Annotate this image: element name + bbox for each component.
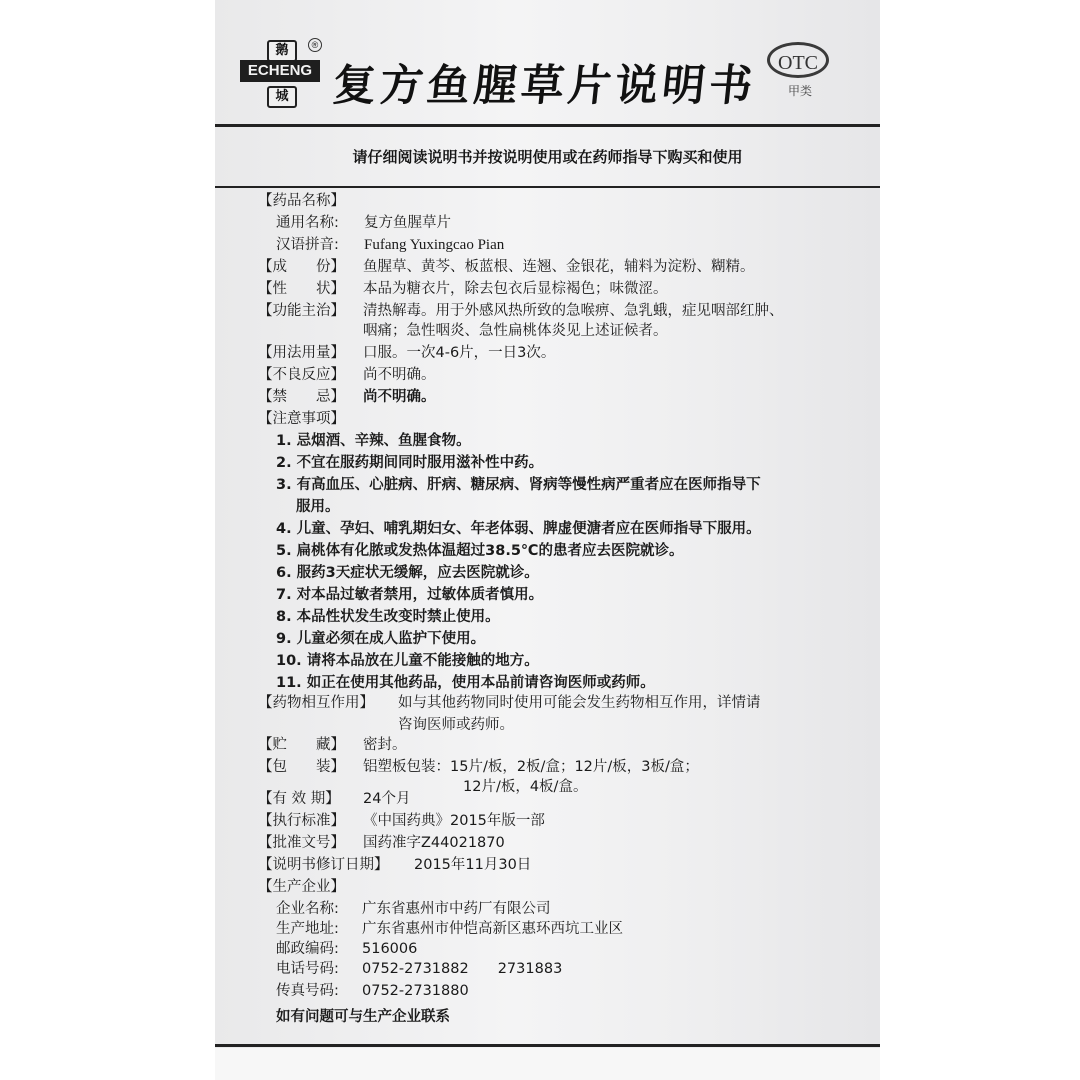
precaution-item: 10. 请将本品放在儿童不能接触的地方。 (276, 653, 539, 669)
contact-note: 如有问题可与生产企业联系 (276, 1009, 450, 1025)
revision-date-value: 2015年11月30日 (414, 857, 532, 873)
contraindications-label: 【禁 忌】 (258, 389, 345, 405)
notice-divider (215, 186, 880, 188)
manufacturer-row (276, 938, 417, 960)
validity-label: 【有 效 期】 (258, 791, 340, 807)
appearance-value: 本品为糖衣片，除去包衣后显棕褐色；味微涩。 (363, 281, 668, 297)
precaution-item: 9. 儿童必须在成人监护下使用。 (276, 631, 486, 647)
precaution-item: 1. 忌烟酒、辛辣、鱼腥食物。 (276, 433, 471, 449)
registered-mark: ® (308, 38, 322, 52)
interactions-line-1: 如与其他药物同时使用可能会发生药物相互作用，详情请 (398, 695, 761, 711)
ingredients-value: 鱼腥草、黄芩、板蓝根、连翘、金银花，辅料为淀粉、糊精。 (363, 259, 755, 275)
address-value: 广东省惠州市仲恺高新区惠环西坑工业区 (362, 921, 623, 937)
precaution-item: 6. 服药3天症状无缓解，应去医院就诊。 (276, 565, 539, 581)
contraindications-value: 尚不明确。 (363, 389, 436, 405)
pinyin-value: Fufang Yuxingcao Pian (364, 237, 505, 253)
otc-badge: OTC (767, 42, 829, 78)
logo-top-character: 鹅 (267, 40, 297, 62)
precaution-item: 2. 不宜在服药期间同时服用滋补性中药。 (276, 455, 544, 471)
storage-value: 密封。 (363, 737, 407, 753)
precaution-item: 4. 儿童、孕妇、哺乳期妇女、年老体弱、脾虚便溏者应在医师指导下服用。 (276, 521, 761, 537)
dosage-value: 口服。一次4-6片，一日3次。 (363, 345, 556, 361)
logo-bottom-character: 城 (267, 86, 297, 108)
manufacturer-row (276, 980, 469, 1002)
standard-label: 【执行标准】 (258, 813, 345, 829)
approval-number-label: 【批准文号】 (258, 835, 345, 851)
phone-value: 0752-2731882 2731883 (362, 961, 563, 977)
logo-brand-text: ECHENG (240, 60, 320, 82)
phone-label: 电话号码: (276, 961, 339, 977)
indications-line-2: 咽痛；急性咽炎、急性扁桃体炎见上述证候者。 (363, 323, 668, 339)
adverse-reactions-value: 尚不明确。 (363, 367, 436, 383)
revision-date-label: 【说明书修订日期】 (258, 857, 389, 873)
adverse-reactions-label: 【不良反应】 (258, 367, 345, 383)
appearance-label: 【性 状】 (258, 281, 345, 297)
manufacturer-row (276, 918, 623, 940)
ingredients-label: 【成 份】 (258, 259, 345, 275)
interactions-line-2: 咨询医师或药师。 (398, 717, 514, 733)
generic-name-value: 复方鱼腥草片 (364, 215, 451, 231)
fax-value: 0752-2731880 (362, 983, 469, 999)
pinyin-label: 汉语拼音: (276, 237, 339, 253)
precaution-item: 3. 有高血压、心脏病、肝病、糖尿病、肾病等慢性病严重者应在医师指导下 (276, 477, 761, 493)
interactions-label: 【药物相互作用】 (258, 695, 374, 711)
storage-label: 【贮 藏】 (258, 737, 345, 753)
fax-label: 传真号码: (276, 983, 339, 999)
manufacturer-label: 【生产企业】 (258, 879, 345, 895)
generic-name-label: 通用名称: (276, 215, 339, 231)
precaution-item-continued: 服用。 (296, 499, 340, 515)
standard-value: 《中国药典》2015年版一部 (363, 813, 545, 829)
header-divider (215, 124, 880, 127)
drug-name-label: 【药品名称】 (258, 193, 345, 209)
company-name-value: 广东省惠州市中药厂有限公司 (362, 901, 551, 917)
manufacturer-row (276, 898, 551, 920)
precaution-item: 8. 本品性状发生改变时禁止使用。 (276, 609, 500, 625)
footer-divider (215, 1044, 880, 1047)
precaution-item: 5. 扁桃体有化脓或发热体温超过38.5℃的患者应去医院就诊。 (276, 543, 684, 559)
approval-number-value: 国药准字Z44021870 (363, 835, 505, 851)
address-label: 生产地址: (276, 921, 339, 937)
postal-code-label: 邮政编码: (276, 941, 339, 957)
dosage-label: 【用法用量】 (258, 345, 345, 361)
package-line-1: 铝塑板包装：15片/板，2板/盒；12片/板，3板/盒； (363, 759, 699, 775)
precautions-label: 【注意事项】 (258, 411, 345, 427)
package-line-2: 12片/板，4板/盒。 (463, 779, 588, 795)
paper-bottom-edge (215, 1048, 880, 1080)
manufacturer-row (276, 958, 562, 980)
precaution-item: 7. 对本品过敏者禁用，过敏体质者慎用。 (276, 587, 544, 603)
company-name-label: 企业名称: (276, 901, 339, 917)
usage-notice: 请仔细阅读说明书并按说明使用或在药师指导下购买和使用 (352, 148, 743, 166)
precaution-item: 11. 如正在使用其他药品，使用本品前请咨询医师或药师。 (276, 675, 655, 691)
postal-code-value: 516006 (362, 941, 418, 957)
indications-line-1: 清热解毒。用于外感风热所致的急喉痹、急乳蛾，症见咽部红肿、 (363, 303, 784, 319)
otc-class-label: 甲类 (787, 84, 812, 98)
document-title: 复方鱼腥草片说明书 (330, 61, 759, 111)
indications-label: 【功能主治】 (258, 303, 345, 319)
package-label: 【包 装】 (258, 759, 345, 775)
validity-value: 24个月 (363, 791, 411, 807)
